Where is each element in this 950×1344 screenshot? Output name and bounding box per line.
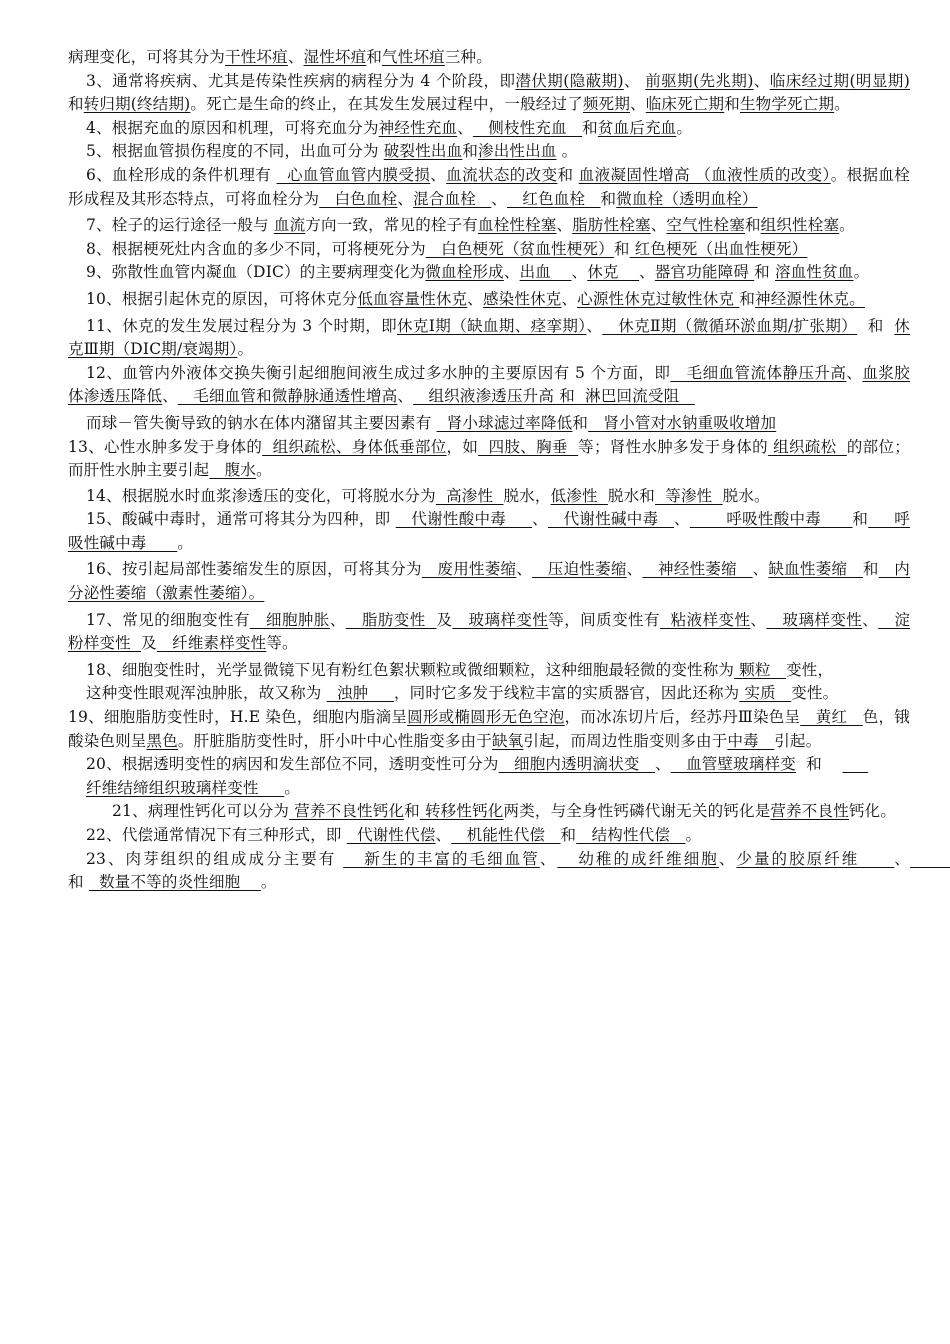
answer-blank: 等渗性 [655, 486, 723, 505]
answer-blank: 代谢性酸中毒 [395, 510, 533, 529]
question-text: 和 [796, 755, 843, 774]
answer-blank [842, 755, 868, 773]
question-text: 16、按引起局部性萎缩发生的原因，可将其分为 [86, 560, 422, 579]
question-text: 、 [430, 165, 447, 184]
question-text: 等，间质变性有 [548, 610, 660, 629]
question-text: 19、细胞脂肪变性时，H.E 染色，细胞内脂滴呈 [68, 708, 408, 727]
question-text: 和 [739, 289, 756, 308]
answer-blank: 腹水 [209, 461, 257, 480]
answer-blank: 粘液样变性 [659, 610, 751, 629]
question-paragraph [68, 777, 910, 801]
question-paragraph [68, 659, 910, 683]
answer-blank: 组织性栓塞 [760, 216, 840, 235]
answer-blank: 少量的胶原纤维 [736, 849, 895, 868]
answer-blank: 细胞肿胀 [249, 610, 330, 629]
answer-blank: 干性坏疽 [225, 48, 288, 66]
question-text: 三种。 [444, 48, 492, 66]
question-text: 和 [582, 118, 598, 137]
question-paragraph [68, 706, 910, 753]
answer-blank: 实质 [739, 684, 792, 703]
question-text: 。 [260, 873, 277, 892]
answer-blank: 废用性萎缩 [421, 560, 517, 579]
question-text: 、 [674, 510, 690, 529]
answer-blank: 玻璃样变性 [766, 610, 863, 629]
answer-blank: 血液凝固性增高 （血液性质的改变） [578, 165, 831, 184]
document-page [68, 46, 910, 895]
question-text: 变性。 [791, 684, 839, 703]
question-text: ，如 [446, 437, 479, 456]
answer-blank: 神经性萎缩 [642, 560, 753, 579]
question-text: 。根据血栓形成程及其形态特点，可将血栓分为 [68, 165, 911, 208]
answer-blank: 缺血性萎缩 [768, 560, 863, 579]
answer-blank: 红色梗死（出血性梗死） [629, 239, 808, 258]
question-text: 。肝脏脂肪变性时，肝小叶中心性脂变多由于 [177, 731, 492, 750]
question-text: 和 [560, 826, 577, 844]
question-paragraph [68, 117, 910, 141]
answer-blank: 纤维素样变性 [156, 634, 267, 653]
question-text: 和 [724, 95, 740, 114]
answer-blank: 缺氧 [491, 731, 524, 750]
answer-blank: 临床经过期(明显期) [769, 71, 910, 90]
question-text: 。 [839, 216, 855, 235]
question-paragraph [68, 682, 910, 706]
question-text: 两类，与全身性钙磷代谢无关的钙化是 [503, 802, 771, 821]
question-paragraph [68, 238, 910, 262]
answer-blank: 圆形或椭圆形无色空泡 [407, 708, 565, 727]
question-text: 17、常见的细胞变性有 [86, 610, 250, 629]
question-text: 、 [650, 216, 667, 235]
question-text: 9、弥散性血管内凝血（DIC）的主要病理变化为 [86, 263, 426, 282]
question-text: 、 [539, 849, 558, 868]
answer-blank: 破裂性出血 [383, 142, 463, 161]
question-text: 和 [462, 142, 479, 161]
answer-blank: 生物学死亡期 [739, 95, 835, 114]
question-text: 23、肉芽组织的组成成分主要有 [86, 849, 344, 868]
question-text: 。 [284, 778, 301, 797]
question-text: 、 [639, 263, 655, 282]
answer-blank: 血栓性栓塞 [478, 216, 557, 235]
question-text: 5、根据血管损伤程度的不同，出血可分为 [86, 142, 384, 161]
question-text: 4、根据充血的原因和机理，可将充血分为 [86, 118, 379, 137]
question-text: 、 [718, 849, 737, 868]
answer-blank: 低渗性 [550, 486, 608, 505]
answer-blank: 湿性坏疽 [303, 48, 367, 66]
question-text: 和 [852, 510, 869, 529]
question-paragraph [68, 140, 910, 164]
question-text: 色，锇酸染色则呈 [68, 708, 910, 750]
answer-blank: 前驱期(先兆期) [645, 71, 754, 90]
answer-blank: 玻璃样变性 [452, 610, 549, 629]
question-text: 等；肾性水肿多发于身体的 [578, 437, 768, 456]
question-text: 8、根据梗死灶内含血的多少不同，可将梗死分为 [86, 239, 426, 258]
answer-blank: 转移性钙化 [419, 802, 504, 821]
question-text: 、 [397, 189, 414, 208]
question-text: 。死亡是生命的终止，在其发生发展过程中，一般经过了 [190, 95, 583, 114]
answer-blank: 高渗性 [435, 486, 504, 505]
question-text: 和 [557, 165, 579, 184]
question-text: 、 [626, 560, 643, 579]
answer-blank: 黑色 [146, 731, 178, 750]
question-text: 、 [571, 263, 588, 282]
answer-blank: 贫血后充血 [597, 118, 677, 137]
question-text: 、 [846, 363, 863, 382]
answer-blank: 组织疏松 [767, 437, 847, 456]
question-text: 、 [457, 118, 473, 137]
question-text: 12、血管内外液体交换失衡引起细胞间液生成过多水肿的主要原因有 5 个方面，即 [86, 363, 671, 382]
answer-blank: 结构性代偿 [576, 826, 686, 844]
answer-blank: 微血栓（透明血栓） [616, 189, 758, 208]
answer-blank: 内分泌性萎缩（激素性萎缩）。 [68, 560, 911, 603]
answer-blank: 中毒 [727, 731, 775, 750]
answer-blank: 压迫性萎缩 [532, 560, 627, 579]
answer-blank: 肾小管对水钠重吸收增加 [588, 413, 777, 432]
question-paragraph [68, 70, 910, 117]
answer-blank: 白色梗死（贫血性梗死） [425, 239, 614, 258]
answer-blank: 感染性休克 [482, 289, 562, 308]
question-paragraph [68, 824, 910, 848]
question-text: 和 [366, 48, 383, 66]
question-text: 13、心性水肿多发于身体的 [68, 437, 263, 456]
answer-blank: 淀粉样变性 [68, 610, 911, 653]
question-text: 。 [256, 461, 272, 480]
answer-blank: 心血管血管内膜受损 [276, 165, 431, 184]
question-paragraph [68, 485, 910, 509]
answer-blank [910, 850, 950, 868]
question-text: 。 [676, 118, 693, 137]
question-text: 。 [685, 826, 702, 844]
question-text: 等。 [266, 634, 298, 653]
answer-blank: 气性坏疽 [382, 48, 445, 66]
question-text: 钙化。 [848, 802, 897, 821]
answer-blank: 颗粒 [734, 660, 787, 679]
question-text: 、 [162, 387, 178, 406]
question-paragraph [68, 753, 910, 777]
question-paragraph [68, 412, 910, 436]
answer-blank: 红色血栓 [506, 189, 601, 208]
answer-blank: 血浆胶体渗透压降低 [68, 363, 910, 406]
question-text: 10、根据引起休克的原因，可将休克分 [86, 289, 358, 308]
question-text: 方向一致，常见的栓子有 [305, 216, 478, 235]
answer-blank: 神经性充血 [378, 118, 458, 137]
question-text: 病理变化，可将其分为 [68, 48, 226, 66]
answer-blank: 新生的丰富的毛细血管 [343, 849, 540, 868]
question-text: 、 [532, 510, 548, 529]
question-text: 和 [404, 802, 420, 821]
answer-blank: 脂肪变性 [345, 610, 437, 629]
question-paragraph [68, 288, 910, 312]
question-text: 3、通常将疾病、尤其是传染性疾病的病程分为 4 个阶段，即 [86, 71, 516, 90]
answer-blank: 溶血性贫血 [775, 263, 854, 282]
question-text: 7、栓子的运行途径一般与 [86, 216, 274, 235]
question-paragraph [68, 609, 910, 656]
question-text: 引起。 [774, 731, 822, 750]
question-paragraph [68, 558, 910, 605]
answer-blank: 临床死亡期 [645, 95, 725, 114]
question-text: 脱水和 [607, 486, 656, 505]
answer-blank: 休克Ⅰ期（缺血期、痉挛期） [397, 316, 587, 335]
question-text: 20、根据透明变性的病因和发生部位不同，透明变性可分为 [86, 755, 499, 774]
question-text: 、 [752, 560, 769, 579]
answer-blank: 休克 [587, 263, 640, 282]
question-paragraph [68, 848, 910, 895]
answer-blank: 血流状态的改变 [446, 165, 558, 184]
question-text: ，同时它多发于线粒丰富的实质器官，因此还称为 [393, 684, 740, 703]
answer-blank: 毛细血管流体静压升高 [670, 363, 847, 382]
answer-blank: 频死期 [582, 95, 631, 114]
answer-blank: 出血 [519, 263, 572, 282]
question-text: 、 [329, 610, 346, 629]
question-text: 18、细胞变性时，光学显微镜下见有粉红色絮状颗粒或微细颗粒，这种细胞最轻微的变性称为 [86, 660, 735, 679]
question-text: 和 [68, 873, 84, 892]
question-text: 及 [141, 634, 157, 653]
question-text: 变性， [786, 660, 834, 679]
answer-blank: 转归期(终结期) [83, 95, 191, 114]
answer-blank: 肾小球滤过率降低 [436, 413, 573, 432]
answer-blank: 空气性栓塞 [666, 216, 745, 235]
question-text: 和 [857, 316, 895, 335]
question-text: 引起，而周边性脂变则多由于 [523, 731, 728, 750]
question-text: 、 [894, 849, 910, 868]
answer-blank: 细胞内透明滴状变 [498, 755, 655, 774]
answer-blank: 黄红 [800, 708, 863, 727]
answer-blank: 代谢性代偿 [346, 826, 436, 844]
answer-blank: 侧枝性充血 [472, 118, 583, 137]
answer-blank: 渗出性出血 [478, 142, 557, 161]
answer-blank: 休克Ⅱ期（微循环淤血期/扩张期） [602, 316, 858, 335]
question-text: 脱水， [503, 486, 551, 505]
answer-blank: 器官功能障碍 [654, 263, 755, 282]
question-text: 、 [491, 189, 507, 208]
answer-blank: 代谢性碱中毒 [547, 510, 675, 529]
answer-blank: 神经源性休克。 [755, 289, 865, 308]
question-text: 、 [397, 387, 414, 406]
question-text: 而球－管失衡导致的钠水在体内潴留其主要因素有 [86, 413, 437, 432]
question-text: 。 [556, 142, 578, 161]
answer-blank: 幼稚的成纤维细胞 [557, 849, 719, 868]
question-text: 和 [754, 263, 775, 282]
question-text: 、 [561, 289, 578, 308]
question-text: 、 [630, 95, 646, 114]
question-text: 这种变性眼观浑浊肿胀，故又称为 [86, 684, 327, 703]
question-text: 、 [753, 71, 770, 90]
question-text: 、 [556, 216, 573, 235]
question-paragraph [68, 508, 910, 555]
question-text: 15、酸碱中毒时，通常可将其分为四种，即 [86, 510, 396, 529]
question-text: 21、病理性钙化可以分为 [112, 802, 290, 821]
question-text: 和 [572, 413, 589, 432]
answer-blank: 毛细血管和微静脉通透性增高 [177, 387, 398, 406]
question-paragraph [68, 46, 910, 70]
question-text: ，而冰冻切片后，经苏丹Ⅲ染色呈 [564, 708, 801, 727]
answer-blank: 脂肪性栓塞 [572, 216, 651, 235]
question-text: 、 [435, 826, 452, 844]
question-text: 6、血栓形成的条件机理有 [86, 165, 277, 184]
question-text: 、 [862, 610, 879, 629]
question-text: 14、根据脱水时血浆渗透压的变化，可将脱水分为 [86, 486, 436, 505]
answer-blank: 纤维结缔组织玻璃样变性 [86, 778, 285, 797]
question-text: 。 [853, 263, 870, 282]
question-text: 、 [516, 560, 533, 579]
answer-blank: 休克Ⅲ期（DIC期/衰竭期） [68, 316, 910, 359]
question-text: 11、休克的发生发展过程分为 3 个时期，即 [86, 316, 398, 335]
question-paragraph [68, 164, 910, 211]
answer-blank: 呼吸性碱中毒 [68, 510, 911, 552]
question-paragraph [68, 800, 910, 824]
question-paragraph [68, 315, 910, 362]
question-paragraph [68, 261, 910, 285]
question-text: 、 [503, 263, 520, 282]
question-text: 脱水。 [722, 486, 770, 505]
question-text: 和 [613, 239, 630, 258]
answer-blank: 呼吸性酸中毒 [689, 510, 853, 529]
answer-blank: 营养不良性钙化 [289, 802, 405, 821]
answer-blank: 血流 [273, 216, 306, 235]
answer-blank: 混合血栓 [413, 189, 492, 208]
question-text: 、 [586, 316, 603, 335]
question-paragraph [68, 214, 910, 238]
answer-blank: 血管壁玻璃样变 [670, 755, 796, 774]
question-text: 和 [744, 216, 761, 235]
answer-blank: 浊肿 [326, 684, 394, 703]
answer-blank: 心源性休克 [577, 289, 656, 308]
answer-blank: 机能性代偿 [451, 826, 561, 844]
answer-blank: 组织疏松、身体低垂部位 [262, 437, 447, 456]
question-text: 、 [655, 755, 671, 774]
question-paragraph [68, 362, 910, 409]
question-text: 。 [177, 533, 193, 552]
question-text: 22、代偿通常情况下有三种形式，即 [86, 826, 347, 844]
answer-blank: 低血容量性休克 [357, 289, 468, 308]
question-text: 、 [623, 71, 646, 90]
answer-blank: 营养不良性 [770, 802, 849, 821]
answer-blank: 潜伏期(隐蔽期) [515, 71, 624, 90]
question-text: 和 [68, 95, 84, 114]
question-text: 及 [436, 610, 453, 629]
question-text: 和 [600, 189, 617, 208]
question-text: 、 [750, 610, 767, 629]
answer-blank: 过敏性休克 [655, 289, 740, 308]
question-text: 的部位；而肝性水肿主要引起 [68, 437, 910, 480]
answer-blank: 白色血栓 [319, 189, 398, 208]
answer-blank: 微血栓形成 [425, 263, 504, 282]
question-paragraph [68, 436, 910, 483]
question-text: 、 [467, 289, 483, 308]
question-text: 和 [862, 560, 879, 579]
question-text: 。 [237, 340, 254, 359]
answer-blank: 数量不等的炎性细胞 [88, 873, 261, 892]
answer-blank: 组织液渗透压升高 和 淋巴回流受阻 [413, 387, 695, 406]
question-text: 、 [287, 48, 304, 66]
answer-blank: 四肢、胸垂 [478, 437, 579, 456]
question-text: 。 [834, 95, 850, 114]
